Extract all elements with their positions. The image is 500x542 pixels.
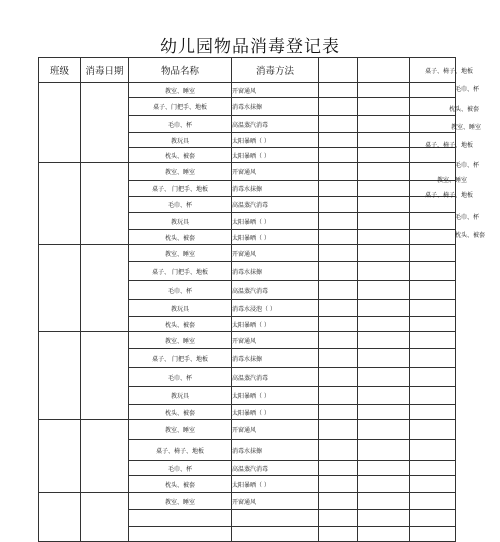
method-cell: 太阳暴晒（ ）	[232, 405, 319, 420]
blank-cell[interactable]	[319, 163, 358, 181]
blank-cell[interactable]	[358, 281, 410, 300]
item-name-cell: 教室、睡室	[129, 83, 232, 98]
method-cell: 消毒水抹擦	[232, 262, 319, 281]
method-cell: 高温蒸汽消毒	[232, 197, 319, 213]
method-cell: 高温蒸汽消毒	[232, 281, 319, 300]
date-cell[interactable]	[81, 83, 129, 163]
date-cell[interactable]	[81, 420, 129, 493]
side-note: 桌子、椅子、地板	[425, 192, 474, 199]
side-note: 枕头、被套	[449, 106, 480, 113]
header-class: 班级	[39, 58, 81, 83]
header-row	[39, 58, 456, 83]
table-row	[39, 332, 456, 349]
blank-cell[interactable]	[358, 163, 410, 181]
blank-cell[interactable]	[358, 493, 410, 510]
side-note: 教室、睡室	[451, 124, 482, 131]
item-name-cell: 教室、睡室	[129, 420, 232, 440]
blank-cell[interactable]	[319, 510, 358, 527]
blank-cell[interactable]	[319, 349, 358, 368]
blank-cell[interactable]	[358, 510, 410, 527]
blank-cell[interactable]	[319, 83, 358, 98]
date-cell[interactable]	[81, 245, 129, 332]
method-cell: 太阳暴晒（ ）	[232, 317, 319, 332]
item-name-cell: 毛巾、杯	[129, 197, 232, 213]
blank-cell[interactable]	[319, 133, 358, 148]
method-cell: 太阳暴晒（ ）	[232, 148, 319, 163]
blank-cell[interactable]	[358, 213, 410, 230]
item-name-cell: 桌子、椅子、地板	[129, 440, 232, 461]
item-name-cell: 枕头、被套	[129, 476, 232, 493]
item-name-cell: 教室、睡室	[129, 163, 232, 181]
table-row	[39, 245, 456, 262]
blank-cell[interactable]	[358, 387, 410, 405]
method-cell	[232, 510, 319, 527]
blank-cell[interactable]	[358, 476, 410, 493]
blank-cell[interactable]	[319, 181, 358, 197]
method-cell: 太阳暴晒（ ）	[232, 230, 319, 245]
blank-cell[interactable]	[410, 527, 456, 542]
item-name-cell	[129, 527, 232, 542]
side-note: 桌子、椅子、地板	[425, 68, 474, 75]
class-cell[interactable]	[39, 332, 81, 420]
method-cell: 消毒水抹擦	[232, 440, 319, 461]
blank-cell[interactable]	[319, 262, 358, 281]
class-cell[interactable]	[39, 245, 81, 332]
method-cell: 消毒水抹擦	[232, 181, 319, 197]
item-name-cell: 教玩具	[129, 213, 232, 230]
item-name-cell: 枕头、被套	[129, 230, 232, 245]
date-cell[interactable]	[81, 163, 129, 245]
item-name-cell: 毛巾、杯	[129, 461, 232, 476]
blank-cell[interactable]	[358, 197, 410, 213]
date-cell[interactable]	[81, 493, 129, 542]
blank-cell[interactable]	[319, 148, 358, 163]
method-cell: 开窗通风	[232, 420, 319, 440]
blank-cell[interactable]	[358, 332, 410, 349]
blank-cell[interactable]	[319, 420, 358, 440]
method-cell: 开窗通风	[232, 332, 319, 349]
header-item-name: 物品名称	[129, 58, 232, 83]
side-note: 教室、睡室	[437, 177, 468, 184]
item-name-cell: 教玩具	[129, 133, 232, 148]
method-cell: 太阳暴晒（ ）	[232, 133, 319, 148]
blank-cell[interactable]	[358, 461, 410, 476]
side-note: 毛巾、杯	[455, 214, 480, 221]
item-name-cell: 枕头、被套	[129, 317, 232, 332]
blank-cell[interactable]	[319, 368, 358, 387]
blank-cell[interactable]	[358, 230, 410, 245]
item-name-cell: 教室、睡室	[129, 332, 232, 349]
table-row	[39, 420, 456, 440]
header-method: 消毒方法	[232, 58, 319, 83]
blank-cell[interactable]	[319, 405, 358, 420]
class-cell[interactable]	[39, 420, 81, 493]
item-name-cell: 毛巾、杯	[129, 281, 232, 300]
blank-cell[interactable]	[358, 405, 410, 420]
blank-cell[interactable]	[358, 368, 410, 387]
blank-cell[interactable]	[319, 197, 358, 213]
document-title: 幼儿园物品消毒登记表	[160, 37, 340, 57]
disinfection-register-table	[38, 57, 456, 542]
table-row	[39, 493, 456, 510]
blank-cell[interactable]	[319, 230, 358, 245]
date-cell[interactable]	[81, 332, 129, 420]
item-name-cell: 桌子、门把手、地板	[129, 98, 232, 116]
class-cell[interactable]	[39, 163, 81, 245]
blank-cell[interactable]	[358, 262, 410, 281]
blank-cell[interactable]	[319, 300, 358, 317]
blank-cell[interactable]	[358, 133, 410, 148]
method-cell: 开窗通风	[232, 493, 319, 510]
item-name-cell: 桌子、 门把手、地板	[129, 262, 232, 281]
side-note: 枕头、被套	[455, 232, 486, 239]
blank-cell[interactable]	[358, 181, 410, 197]
item-name-cell: 教室、睡室	[129, 245, 232, 262]
table-row	[39, 163, 456, 181]
blank-cell[interactable]	[319, 476, 358, 493]
blank-cell[interactable]	[358, 420, 410, 440]
blank-cell[interactable]	[319, 317, 358, 332]
blank-cell[interactable]	[319, 332, 358, 349]
header-date: 消毒日期	[81, 58, 129, 83]
blank-cell[interactable]	[319, 387, 358, 405]
item-name-cell: 教玩具	[129, 387, 232, 405]
method-cell: 太阳暴晒（ ）	[232, 213, 319, 230]
table-row	[39, 83, 456, 98]
blank-cell[interactable]	[319, 281, 358, 300]
item-name-cell: 教玩具	[129, 300, 232, 317]
method-cell: 开窗通风	[232, 83, 319, 98]
blank-cell[interactable]	[319, 440, 358, 461]
item-name-cell	[129, 510, 232, 527]
blank-cell[interactable]	[358, 317, 410, 332]
item-name-cell: 教室、睡室	[129, 493, 232, 510]
item-name-cell: 枕头、被套	[129, 148, 232, 163]
method-cell: 开窗通风	[232, 163, 319, 181]
method-cell: 消毒水抹擦	[232, 349, 319, 368]
side-note: 毛巾、杯	[455, 86, 480, 93]
header-blank-2	[358, 58, 410, 83]
class-cell[interactable]	[39, 493, 81, 542]
item-name-cell: 毛巾、杯	[129, 116, 232, 133]
blank-cell[interactable]	[319, 116, 358, 133]
blank-cell[interactable]	[358, 148, 410, 163]
header-blank-1	[319, 58, 358, 83]
item-name-cell: 毛巾、杯	[129, 368, 232, 387]
method-cell: 开窗通风	[232, 245, 319, 262]
blank-cell[interactable]	[319, 461, 358, 476]
blank-cell[interactable]	[358, 116, 410, 133]
method-cell: 高温蒸汽消毒	[232, 368, 319, 387]
method-cell: 太阳暴晒（ ）	[232, 387, 319, 405]
item-name-cell: 桌子、 门把手、地板	[129, 349, 232, 368]
blank-cell[interactable]	[358, 300, 410, 317]
side-note: 毛巾、杯	[455, 162, 480, 169]
method-cell: 消毒水抹擦	[232, 98, 319, 116]
blank-cell[interactable]	[319, 213, 358, 230]
blank-cell[interactable]	[358, 83, 410, 98]
blank-cell[interactable]	[319, 245, 358, 262]
class-cell[interactable]	[39, 83, 81, 163]
blank-cell[interactable]	[358, 440, 410, 461]
method-cell: 高温蒸汽消毒	[232, 116, 319, 133]
blank-cell[interactable]	[358, 527, 410, 542]
method-cell: 高温蒸汽消毒	[232, 461, 319, 476]
side-note: 桌子、椅子、地板	[425, 142, 474, 149]
item-name-cell: 枕头、被套	[129, 405, 232, 420]
side-notes	[411, 0, 500, 515]
blank-cell[interactable]	[319, 527, 358, 542]
method-cell	[232, 527, 319, 542]
blank-cell[interactable]	[319, 98, 358, 116]
method-cell: 太阳暴晒（ ）	[232, 476, 319, 493]
blank-cell[interactable]	[319, 493, 358, 510]
blank-cell[interactable]	[358, 245, 410, 262]
item-name-cell: 桌子、 门把手、地板	[129, 181, 232, 197]
blank-cell[interactable]	[358, 98, 410, 116]
blank-cell[interactable]	[358, 349, 410, 368]
method-cell: 消毒水浸泡（ ）	[232, 300, 319, 317]
